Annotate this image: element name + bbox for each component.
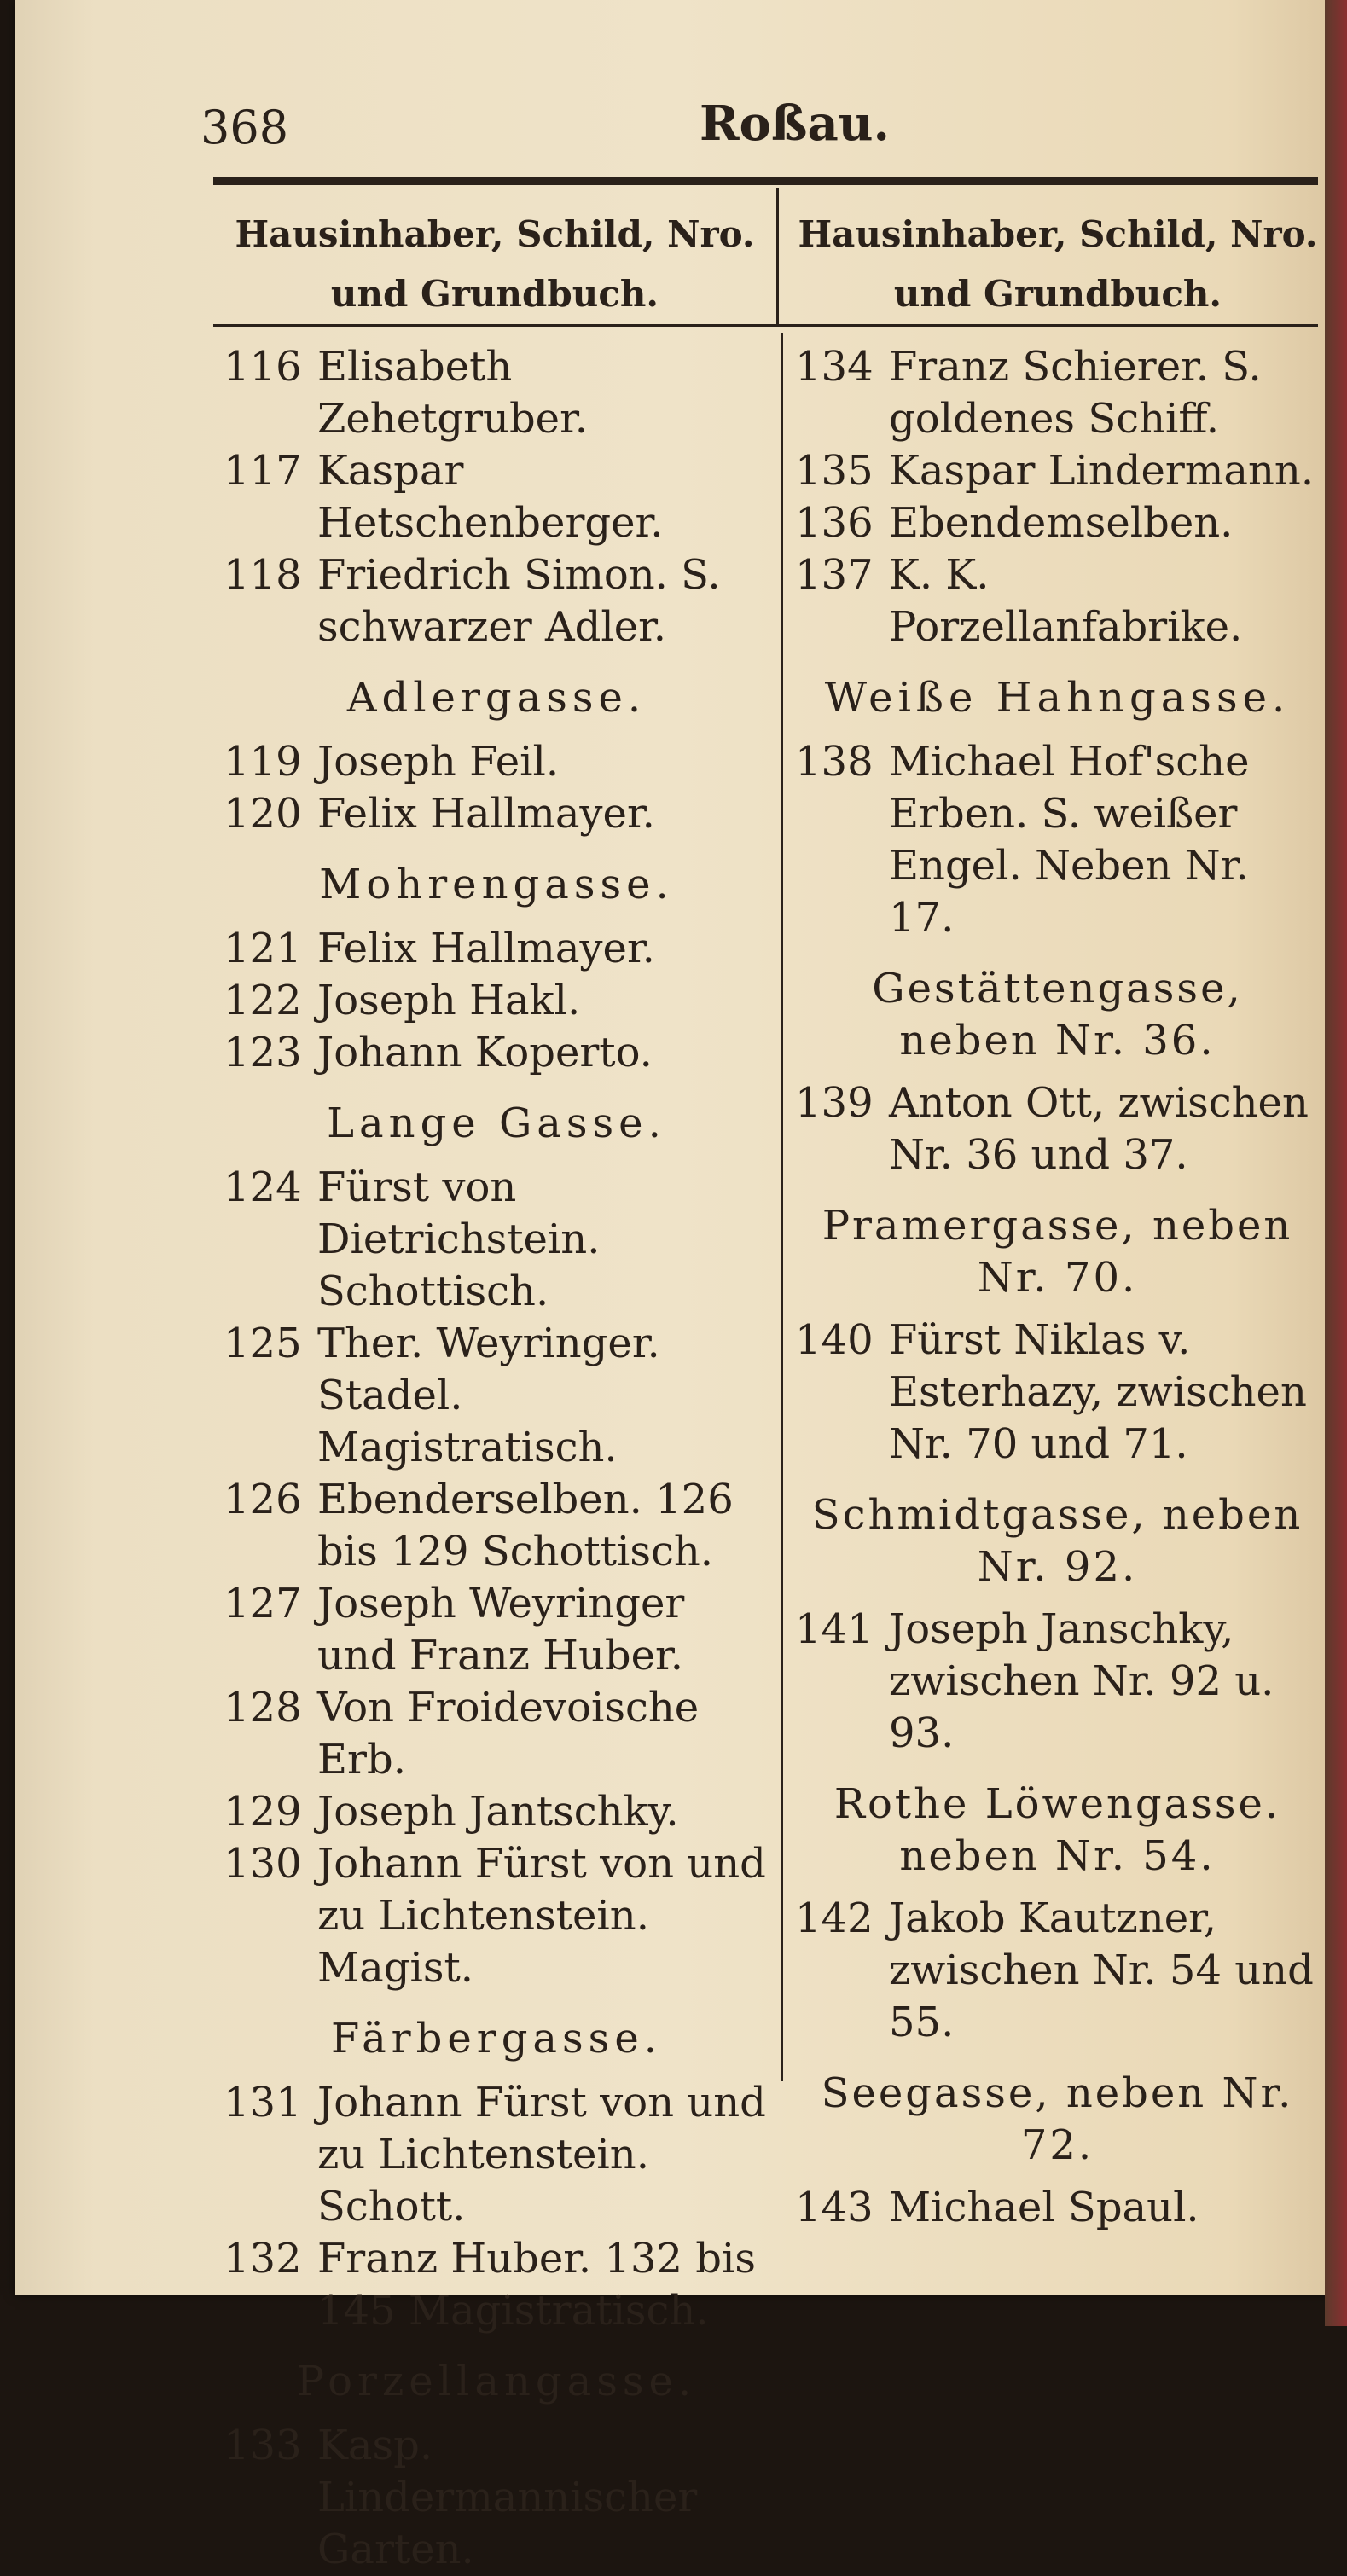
entry-text: Felix Hallmayer. bbox=[317, 925, 655, 972]
street-heading: Gestättengasse, neben Nr. 36. bbox=[872, 965, 1243, 1065]
page-number: 368 bbox=[200, 101, 289, 154]
column-divider bbox=[781, 333, 783, 2081]
entry bbox=[224, 1474, 769, 1578]
entry-text: Kaspar Hetschenberger. bbox=[317, 447, 664, 547]
entry-text: Joseph Jantschky. bbox=[317, 1788, 679, 1836]
street-heading: Seegasse, neben Nr. 72. bbox=[821, 2069, 1294, 2169]
street-heading: Färbergasse. bbox=[331, 2015, 662, 2063]
entry-number: 140 bbox=[795, 1316, 874, 1364]
entry bbox=[795, 497, 1320, 549]
entry-text: Michael Spaul. bbox=[889, 2184, 1199, 2231]
entry bbox=[224, 2420, 769, 2576]
entry-number: 128 bbox=[224, 1684, 302, 1732]
entry-number: 129 bbox=[224, 1788, 302, 1836]
entry-number: 118 bbox=[224, 551, 302, 599]
entry-number: 120 bbox=[224, 790, 302, 838]
running-head: Roßau. bbox=[700, 96, 890, 152]
entry bbox=[224, 549, 769, 653]
entry-number: 142 bbox=[795, 1894, 874, 1942]
entry-text: Kasp. Lindermannischer Garten. bbox=[317, 2422, 698, 2573]
entry-text: Johann Koperto. bbox=[317, 1029, 653, 1076]
entry-text: Joseph Feil. bbox=[317, 738, 560, 786]
entry bbox=[224, 1682, 769, 1786]
entry-number: 123 bbox=[224, 1029, 302, 1076]
street-heading: Weiße Hahngasse. bbox=[824, 674, 1291, 722]
entry bbox=[224, 2233, 769, 2337]
entry-text: Kaspar Lindermann. bbox=[889, 447, 1315, 495]
left-column bbox=[224, 341, 769, 2576]
entry bbox=[795, 1604, 1320, 1760]
entry bbox=[224, 2077, 769, 2233]
street-heading: Mohrengasse. bbox=[319, 861, 674, 908]
entry-number: 121 bbox=[224, 925, 302, 972]
entry-text: Johann Fürst von und zu Lichtenstein. Schott. bbox=[317, 2079, 766, 2231]
street-heading: Schmidtgasse, neben Nr. 92. bbox=[811, 1491, 1303, 1591]
entry-text: Fürst Niklas v. Esterhazy, zwischen Nr. 70 und 71. bbox=[889, 1316, 1307, 1468]
entry bbox=[224, 341, 769, 445]
entry-number: 125 bbox=[224, 1320, 302, 1367]
book-cover-edge bbox=[1325, 0, 1347, 2326]
entry-number: 135 bbox=[795, 447, 874, 495]
entry bbox=[224, 923, 769, 975]
entry-text: Joseph Weyringer und Franz Huber. bbox=[317, 1580, 685, 1680]
entry bbox=[795, 341, 1320, 445]
entry bbox=[795, 1077, 1320, 1181]
header-rule bbox=[213, 177, 1318, 185]
entry-number: 133 bbox=[224, 2422, 302, 2469]
entry bbox=[224, 788, 769, 840]
entry-number: 130 bbox=[224, 1840, 302, 1888]
entry-text: Felix Hallmayer. bbox=[317, 790, 655, 838]
entry-text: Joseph Hakl. bbox=[317, 977, 581, 1024]
entry-number: 143 bbox=[795, 2184, 874, 2231]
entry-number: 131 bbox=[224, 2079, 302, 2126]
entry-number: 126 bbox=[224, 1476, 302, 1523]
entry-number: 137 bbox=[795, 551, 874, 599]
entry bbox=[795, 2182, 1320, 2234]
entry-text: Franz Huber. 132 bis 145 Magistratisch. bbox=[317, 2235, 757, 2335]
street-heading: Adlergasse. bbox=[346, 674, 647, 722]
entry-number: 132 bbox=[224, 2235, 302, 2283]
entry-text: Joseph Janschky, zwischen Nr. 92 u. 93. bbox=[889, 1605, 1274, 1757]
entry-text: Jakob Kautzner, zwischen Nr. 54 und 55. bbox=[889, 1894, 1314, 2046]
entry-number: 127 bbox=[224, 1580, 302, 1627]
entry-number: 136 bbox=[795, 499, 874, 547]
column-header-right: Hausinhaber, Schild, Nro. und Grundbuch. bbox=[798, 213, 1318, 315]
street-heading: Pramergasse, neben Nr. 70. bbox=[822, 1202, 1293, 1302]
entry-text: K. K. Porzellanfabrike. bbox=[889, 551, 1243, 651]
entry bbox=[224, 1162, 769, 1318]
entry-text: Von Froidevoische Erb. bbox=[317, 1684, 700, 1784]
entry-number: 134 bbox=[795, 343, 874, 391]
entry-number: 141 bbox=[795, 1605, 874, 1653]
entry bbox=[795, 549, 1320, 653]
entry bbox=[795, 1893, 1320, 2049]
entry bbox=[795, 736, 1320, 944]
entry-text: Johann Fürst von und zu Lichtenstein. Magist. bbox=[317, 1840, 766, 1992]
entry-text: Franz Schierer. S. goldenes Schiff. bbox=[889, 343, 1262, 443]
entry bbox=[224, 736, 769, 788]
header-bottom-rule bbox=[213, 324, 1318, 327]
street-heading: Porzellangasse. bbox=[296, 2358, 697, 2405]
column-header-left: Hausinhaber, Schild, Nro. und Grundbuch. bbox=[235, 213, 755, 315]
entry bbox=[224, 1578, 769, 1682]
entry-number: 124 bbox=[224, 1163, 302, 1211]
entry bbox=[795, 1314, 1320, 1471]
entry-text: Ebenderselben. 126 bis 129 Schottisch. bbox=[317, 1476, 734, 1575]
entry-text: Anton Ott, zwischen Nr. 36 und 37. bbox=[889, 1079, 1309, 1179]
header-column-divider bbox=[776, 188, 779, 324]
entry-text: Ther. Weyringer. Stadel. Magistratisch. bbox=[317, 1320, 660, 1471]
entry-text: Fürst von Dietrichstein. Schottisch. bbox=[317, 1163, 601, 1315]
entry bbox=[795, 445, 1320, 497]
entry-text: Michael Hof'sche Erben. S. weißer Engel. Neben Nr. 17. bbox=[889, 738, 1250, 942]
entry-text: Ebendemselben. bbox=[889, 499, 1234, 547]
entry-number: 139 bbox=[795, 1079, 874, 1127]
entry bbox=[224, 1838, 769, 1994]
entry-number: 138 bbox=[795, 738, 874, 786]
entry bbox=[224, 1027, 769, 1079]
entry-number: 122 bbox=[224, 977, 302, 1024]
entry-number: 117 bbox=[224, 447, 302, 495]
right-column bbox=[795, 341, 1320, 2234]
street-heading: Lange Gasse. bbox=[327, 1099, 666, 1147]
entry bbox=[224, 975, 769, 1027]
entry bbox=[224, 445, 769, 549]
entry bbox=[224, 1318, 769, 1474]
entry-text: Friedrich Simon. S. schwarzer Adler. bbox=[317, 551, 721, 651]
entry-number: 116 bbox=[224, 343, 302, 391]
entry-text: Elisabeth Zehetgruber. bbox=[317, 343, 589, 443]
entry bbox=[224, 1786, 769, 1838]
entry-number: 119 bbox=[224, 738, 302, 786]
street-heading: Rothe Löwengasse. neben Nr. 54. bbox=[833, 1780, 1281, 1880]
